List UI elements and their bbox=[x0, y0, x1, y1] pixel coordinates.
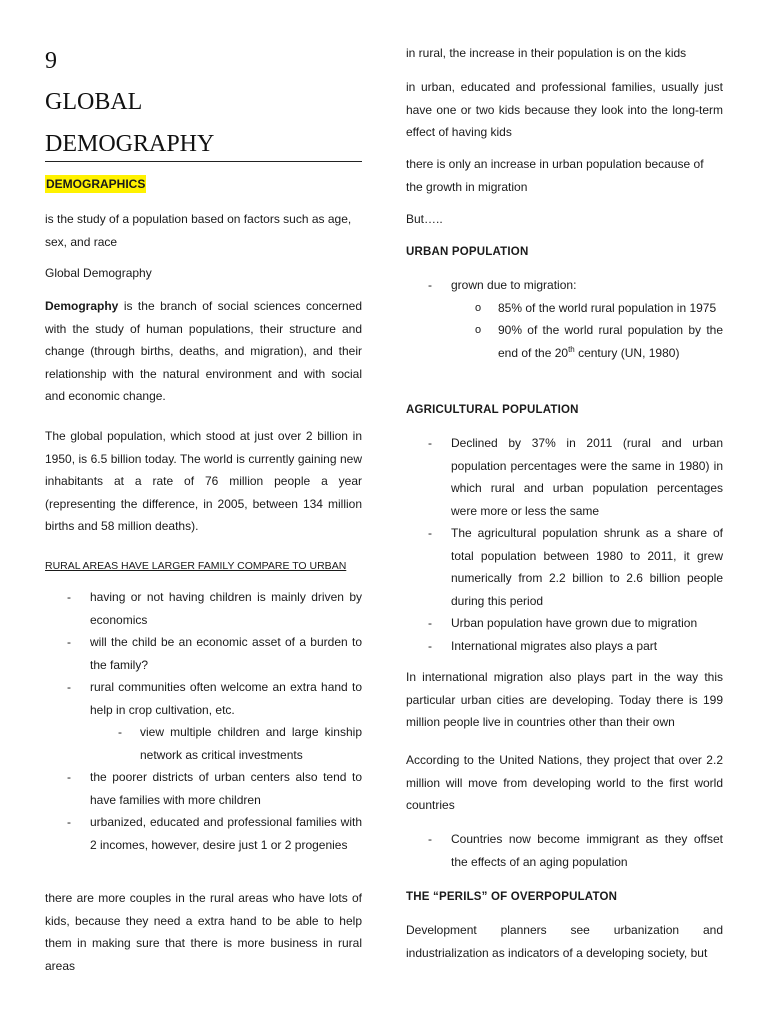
agricultural-bullet-list bbox=[406, 432, 723, 657]
list-item: - The agricultural population shrunk as a share of total population between 1980 to 2011, it grew numerically from 2.2 billion to 2.6 billion people during this period bbox=[406, 522, 723, 612]
rural-bullet-list bbox=[45, 586, 362, 856]
united-nations-paragraph: According to the United Nations, they project that over 2.2 million will move from developing world to the first world countries bbox=[406, 753, 723, 812]
but-text: But….. bbox=[406, 212, 443, 226]
sub-list-item: o 85% of the world rural population in 1975 bbox=[406, 297, 723, 320]
list-item: - rural communities often welcome an extra hand to help in crop cultivation, etc. bbox=[45, 676, 362, 721]
demography-term: Demography bbox=[45, 299, 119, 313]
global-population-paragraph: The global population, which stood at just over 2 billion in 1950, is 6.5 billion today. The world is currently gaining new inhabitants at a rate of 76 million people a year (representing the difference, in 2005, between 134 million births and 58 million deaths). bbox=[45, 429, 362, 533]
immigrant-bullet-list bbox=[406, 828, 723, 873]
list-item: - the poorer districts of urban centers also tend to have families with more children bbox=[45, 766, 362, 811]
chapter-number: 9 bbox=[45, 48, 57, 74]
list-item: - having or not having children is mainly driven by economics bbox=[45, 586, 362, 631]
sub-list-item: o 90% of the world rural population by the end of the 20th century (UN, 1980) bbox=[406, 319, 723, 364]
demography-paragraph bbox=[45, 295, 362, 408]
closing-paragraph: there are more couples in the rural areas who have lots of kids, because they need a extra hand to be able to help them in making sure that there is more business in rural areas bbox=[45, 891, 362, 973]
urban-increase-paragraph: there is only an increase in urban population because of the growth in migration bbox=[406, 157, 704, 194]
global-demography-subheading: Global Demography bbox=[45, 266, 152, 280]
title-line-2: DEMOGRAPHY bbox=[45, 131, 215, 157]
list-item: - Countries now become immigrant as they offset the effects of an aging population bbox=[406, 828, 723, 873]
highlighted-heading: DEMOGRAPHICS bbox=[46, 177, 146, 191]
page-title bbox=[45, 87, 362, 159]
list-item: - Declined by 37% in 2011 (rural and urban population percentages were the same in 1980) in which rural and urban population percentages were more or less the same bbox=[406, 432, 723, 522]
development-paragraph: Development planners see urbanization and industrialization as indicators of a developing society, but bbox=[406, 923, 723, 960]
international-migration-paragraph: In international migration also plays part in the way this particular urban cities are developing. Today there is 199 million people live in countries other than their own bbox=[406, 670, 723, 729]
urban-families-paragraph: in urban, educated and professional families, usually just have one or two kids because they look into the long-term effect of having kids bbox=[406, 80, 723, 139]
title-divider bbox=[45, 161, 362, 162]
perils-heading: THE “PERILS” OF OVERPOPULATON bbox=[406, 891, 618, 903]
rural-increase-line: in rural, the increase in their population is on the kids bbox=[406, 46, 687, 60]
list-item: - will the child be an economic asset of a burden to the family? bbox=[45, 631, 362, 676]
urban-bullet-list bbox=[406, 274, 723, 364]
urban-population-heading: URBAN POPULATION bbox=[406, 246, 529, 258]
demography-definition: is the branch of social sciences concerned with the study of human populations, their structure and change (through births, deaths, and migration), and their relationship with the natural environment and with social and economic change. bbox=[45, 299, 362, 403]
list-item: - urbanized, educated and professional families with 2 incomes, however, desire just 1 or 2 progenies bbox=[45, 811, 362, 856]
definition-text: is the study of a population based on factors such as age, sex, and race bbox=[45, 212, 352, 249]
agricultural-population-heading: AGRICULTURAL POPULATION bbox=[406, 404, 579, 416]
rural-areas-heading: RURAL AREAS HAVE LARGER FAMILY COMPARE TO URBAN bbox=[45, 560, 347, 572]
list-item: - Urban population have grown due to migration bbox=[406, 612, 723, 635]
list-item: - International migrates also plays a part bbox=[406, 635, 723, 658]
title-line-1: GLOBAL bbox=[45, 89, 143, 115]
list-item: - grown due to migration: bbox=[406, 274, 723, 297]
sub-list-item: - view multiple children and large kinship network as critical investments bbox=[113, 721, 362, 766]
